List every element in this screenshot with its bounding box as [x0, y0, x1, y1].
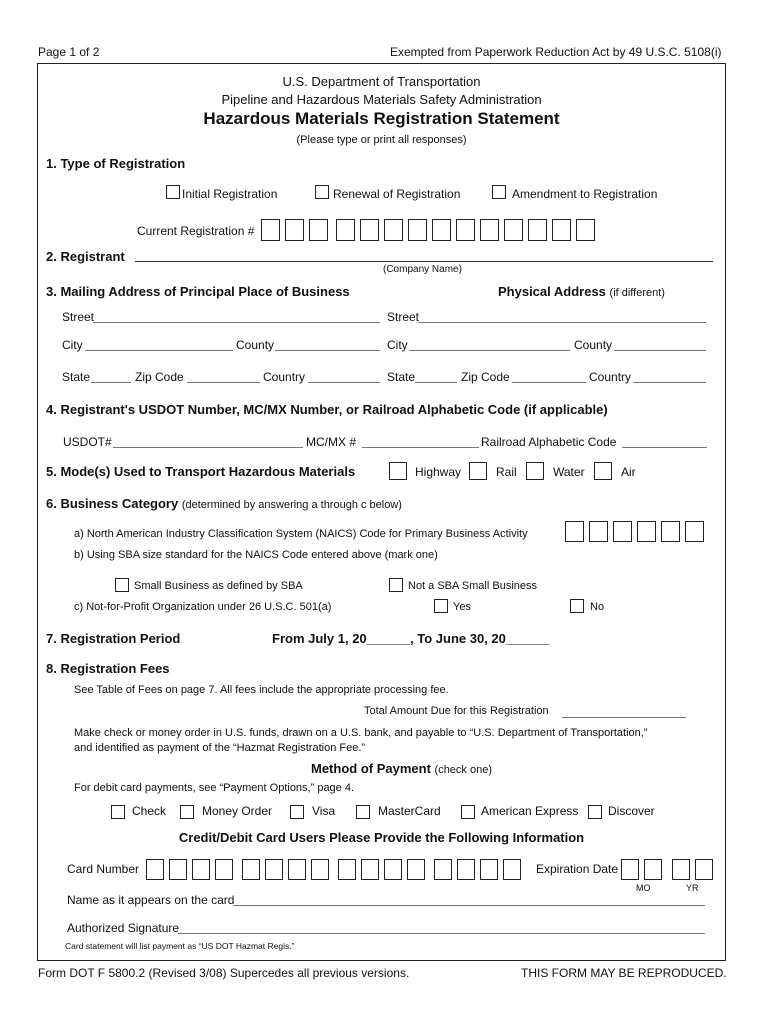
- current-registration-digit-box[interactable]: [432, 219, 451, 241]
- discover-label: Discover: [608, 804, 655, 818]
- form-id: Form DOT F 5800.2 (Revised 3/08) Supercedes all previous versions.: [38, 966, 410, 980]
- company-name-caption: (Company Name): [383, 264, 462, 275]
- method-of-payment-row: [311, 761, 492, 776]
- rail-checkbox[interactable]: [469, 462, 487, 480]
- physical-state-label: State: [387, 370, 416, 384]
- expiration-month-box[interactable]: [644, 859, 662, 880]
- naics-digit-box[interactable]: [613, 521, 632, 542]
- card-number-digit-box[interactable]: [169, 859, 187, 880]
- small-business-checkbox[interactable]: [115, 578, 129, 592]
- section4-heading: 4. Registrant's USDOT Number, MC/MX Number, or Railroad Alphabetic Code (if applicable): [46, 402, 608, 417]
- mastercard-checkbox[interactable]: [356, 805, 370, 819]
- naics-digit-box[interactable]: [565, 521, 584, 542]
- small-business-label: Small Business as defined by SBA: [134, 580, 303, 592]
- mailing-zip-line[interactable]: [187, 382, 260, 383]
- expiration-date-label: Expiration Date: [536, 862, 619, 876]
- expiration-year-box[interactable]: [695, 859, 713, 880]
- page-label: Page 1 of 2: [38, 45, 100, 59]
- method-of-payment-note: (check one): [434, 764, 493, 776]
- form-instruction: (Please type or print all responses): [296, 134, 467, 146]
- mailing-street-line[interactable]: [93, 322, 380, 323]
- check-payment-checkbox[interactable]: [111, 805, 125, 819]
- current-registration-label: Current Registration #: [137, 224, 255, 238]
- physical-street-label: Street: [387, 310, 420, 324]
- physical-zip-line[interactable]: [512, 382, 586, 383]
- expiration-month-box[interactable]: [621, 859, 639, 880]
- mailing-county-line[interactable]: [275, 350, 380, 351]
- mailing-city-label: City: [62, 338, 83, 352]
- current-registration-digit-box[interactable]: [480, 219, 499, 241]
- physical-address-heading: [498, 284, 665, 299]
- physical-address-title: Physical Address: [498, 284, 606, 299]
- current-registration-digit-box[interactable]: [360, 219, 379, 241]
- mailing-country-line[interactable]: [308, 382, 380, 383]
- registration-period-dates[interactable]: From July 1, 20______, To June 30, 20______: [272, 631, 550, 646]
- section2-heading: 2. Registrant: [46, 249, 125, 264]
- mcmx-line[interactable]: [362, 447, 479, 448]
- water-label: Water: [553, 465, 585, 479]
- section8-heading: 8. Registration Fees: [46, 661, 170, 676]
- american-express-label: American Express: [481, 804, 579, 818]
- naics-label: a) North American Industry Classification System (NAICS) Code for Primary Business Activity: [74, 528, 528, 540]
- card-number-digit-box[interactable]: [434, 859, 452, 880]
- card-number-digit-box[interactable]: [192, 859, 210, 880]
- physical-street-line[interactable]: [418, 322, 706, 323]
- section1-heading: 1. Type of Registration: [46, 156, 186, 171]
- debit-card-note: For debit card payments, see “Payment Options,” page 4.: [74, 782, 355, 794]
- card-statement-note: Card statement will list payment as “US DOT Hazmat Regis.”: [65, 941, 295, 951]
- section6-heading: 6. Business Category: [46, 496, 179, 511]
- railroad-code-line[interactable]: [622, 447, 707, 448]
- form-title: Hazardous Materials Registration Statement: [203, 109, 560, 128]
- mailing-zip-label: Zip Code: [135, 370, 184, 384]
- current-registration-digit-box[interactable]: [309, 219, 328, 241]
- money-order-checkbox[interactable]: [180, 805, 194, 819]
- visa-checkbox[interactable]: [290, 805, 304, 819]
- discover-checkbox[interactable]: [588, 805, 602, 819]
- usdot-line[interactable]: [113, 447, 303, 448]
- not-for-profit-yes-label: Yes: [453, 601, 471, 613]
- air-label: Air: [621, 465, 636, 479]
- physical-city-line[interactable]: [409, 350, 570, 351]
- physical-zip-label: Zip Code: [461, 370, 510, 384]
- agency-name: U.S. Department of Transportation: [282, 74, 481, 89]
- card-number-digit-box[interactable]: [503, 859, 521, 880]
- mastercard-label: MasterCard: [378, 804, 441, 818]
- mailing-state-label: State: [62, 370, 91, 384]
- total-amount-line[interactable]: [562, 717, 686, 718]
- naics-digit-box[interactable]: [661, 521, 680, 542]
- sba-standard-label: b) Using SBA size standard for the NAICS Code entered above (mark one): [74, 549, 438, 561]
- card-number-digit-box[interactable]: [265, 859, 283, 880]
- not-for-profit-yes-checkbox[interactable]: [434, 599, 448, 613]
- american-express-checkbox[interactable]: [461, 805, 475, 819]
- check-instructions-line1: Make check or money order in U.S. funds, drawn on a U.S. bank, and payable to “U.S. Department of Transportation,”: [74, 727, 648, 739]
- card-number-digit-box[interactable]: [407, 859, 425, 880]
- card-number-digit-box[interactable]: [338, 859, 356, 880]
- method-of-payment-heading: Method of Payment: [311, 761, 431, 776]
- current-registration-digit-box[interactable]: [285, 219, 304, 241]
- highway-label: Highway: [415, 465, 462, 479]
- money-order-label: Money Order: [202, 804, 273, 818]
- name-on-card-label: Name as it appears on the card: [67, 893, 235, 907]
- section7-heading: 7. Registration Period: [46, 631, 181, 646]
- card-number-digit-box[interactable]: [311, 859, 329, 880]
- amendment-registration-label: Amendment to Registration: [512, 187, 658, 201]
- card-number-digit-box[interactable]: [215, 859, 233, 880]
- card-number-digit-box[interactable]: [242, 859, 260, 880]
- card-number-label: Card Number: [67, 862, 140, 876]
- card-number-digit-box[interactable]: [361, 859, 379, 880]
- card-number-digit-box[interactable]: [384, 859, 402, 880]
- visa-label: Visa: [312, 804, 336, 818]
- card-number-digit-box[interactable]: [480, 859, 498, 880]
- check-payment-label: Check: [132, 804, 167, 818]
- physical-county-label: County: [574, 338, 613, 352]
- renewal-registration-checkbox[interactable]: [315, 185, 329, 199]
- current-registration-digit-box[interactable]: [504, 219, 523, 241]
- mcmx-label: MC/MX #: [306, 435, 357, 449]
- administration-name: Pipeline and Hazardous Materials Safety Administration: [221, 92, 542, 107]
- mailing-city-line[interactable]: [85, 350, 233, 351]
- registrant-name-line[interactable]: [135, 261, 713, 262]
- reproduction-note: THIS FORM MAY BE REPRODUCED.: [521, 966, 727, 980]
- not-for-profit-no-label: No: [590, 601, 605, 613]
- section6-note: (determined by answering a through c below): [181, 499, 402, 511]
- not-small-business-label: Not a SBA Small Business: [408, 580, 538, 592]
- current-registration-digit-box[interactable]: [384, 219, 403, 241]
- physical-county-line[interactable]: [614, 350, 706, 351]
- total-amount-label: Total Amount Due for this Registration: [364, 705, 549, 717]
- mailing-county-label: County: [236, 338, 275, 352]
- renewal-registration-label: Renewal of Registration: [333, 187, 461, 201]
- current-registration-digit-box[interactable]: [528, 219, 547, 241]
- current-registration-digit-box[interactable]: [552, 219, 571, 241]
- current-registration-digit-box[interactable]: [576, 219, 595, 241]
- current-registration-digit-box[interactable]: [408, 219, 427, 241]
- card-number-digit-box[interactable]: [457, 859, 475, 880]
- air-checkbox[interactable]: [594, 462, 612, 480]
- exemption-note: Exempted from Paperwork Reduction Act by 49 U.S.C. 5108(i): [390, 45, 722, 59]
- physical-country-line[interactable]: [633, 382, 706, 383]
- mailing-street-label: Street: [62, 310, 95, 324]
- initial-registration-label: Initial Registration: [182, 187, 278, 201]
- physical-state-line[interactable]: [415, 382, 457, 383]
- not-for-profit-no-checkbox[interactable]: [570, 599, 584, 613]
- rail-label: Rail: [496, 465, 517, 479]
- physical-country-label: Country: [589, 370, 632, 384]
- not-small-business-checkbox[interactable]: [389, 578, 403, 592]
- usdot-label: USDOT#: [63, 435, 112, 449]
- name-on-card-line[interactable]: [233, 905, 705, 906]
- authorized-signature-line[interactable]: [178, 933, 705, 934]
- not-for-profit-label: c) Not-for-Profit Organization under 26 U.S.C. 501(a): [74, 601, 332, 613]
- check-instructions-line2: and identified as payment of the “Hazmat Registration Fee.”: [74, 742, 366, 754]
- current-registration-digit-box[interactable]: [456, 219, 475, 241]
- naics-digit-box[interactable]: [637, 521, 656, 542]
- initial-registration-checkbox[interactable]: [166, 185, 180, 199]
- water-checkbox[interactable]: [526, 462, 544, 480]
- month-caption: MO: [636, 883, 651, 893]
- highway-checkbox[interactable]: [389, 462, 407, 480]
- current-registration-digit-box[interactable]: [336, 219, 355, 241]
- physical-city-label: City: [387, 338, 408, 352]
- amendment-registration-checkbox[interactable]: [492, 185, 506, 199]
- fees-note: See Table of Fees on page 7. All fees include the appropriate processing fee.: [74, 684, 449, 696]
- naics-digit-box[interactable]: [685, 521, 704, 542]
- mailing-country-label: Country: [263, 370, 306, 384]
- current-registration-digit-box[interactable]: [261, 219, 280, 241]
- section6-heading-row: [46, 496, 402, 511]
- railroad-code-label: Railroad Alphabetic Code: [481, 435, 617, 449]
- card-number-digit-box[interactable]: [288, 859, 306, 880]
- expiration-year-box[interactable]: [672, 859, 690, 880]
- authorized-signature-label: Authorized Signature: [67, 921, 180, 935]
- section3-heading: 3. Mailing Address of Principal Place of Business: [46, 284, 350, 299]
- year-caption: YR: [686, 883, 699, 893]
- mailing-state-line[interactable]: [91, 382, 131, 383]
- card-users-heading: Credit/Debit Card Users Please Provide the Following Information: [178, 830, 585, 845]
- section5-heading: 5. Mode(s) Used to Transport Hazardous Materials: [46, 464, 356, 479]
- naics-digit-box[interactable]: [589, 521, 608, 542]
- physical-address-note: (if different): [609, 287, 665, 299]
- card-number-digit-box[interactable]: [146, 859, 164, 880]
